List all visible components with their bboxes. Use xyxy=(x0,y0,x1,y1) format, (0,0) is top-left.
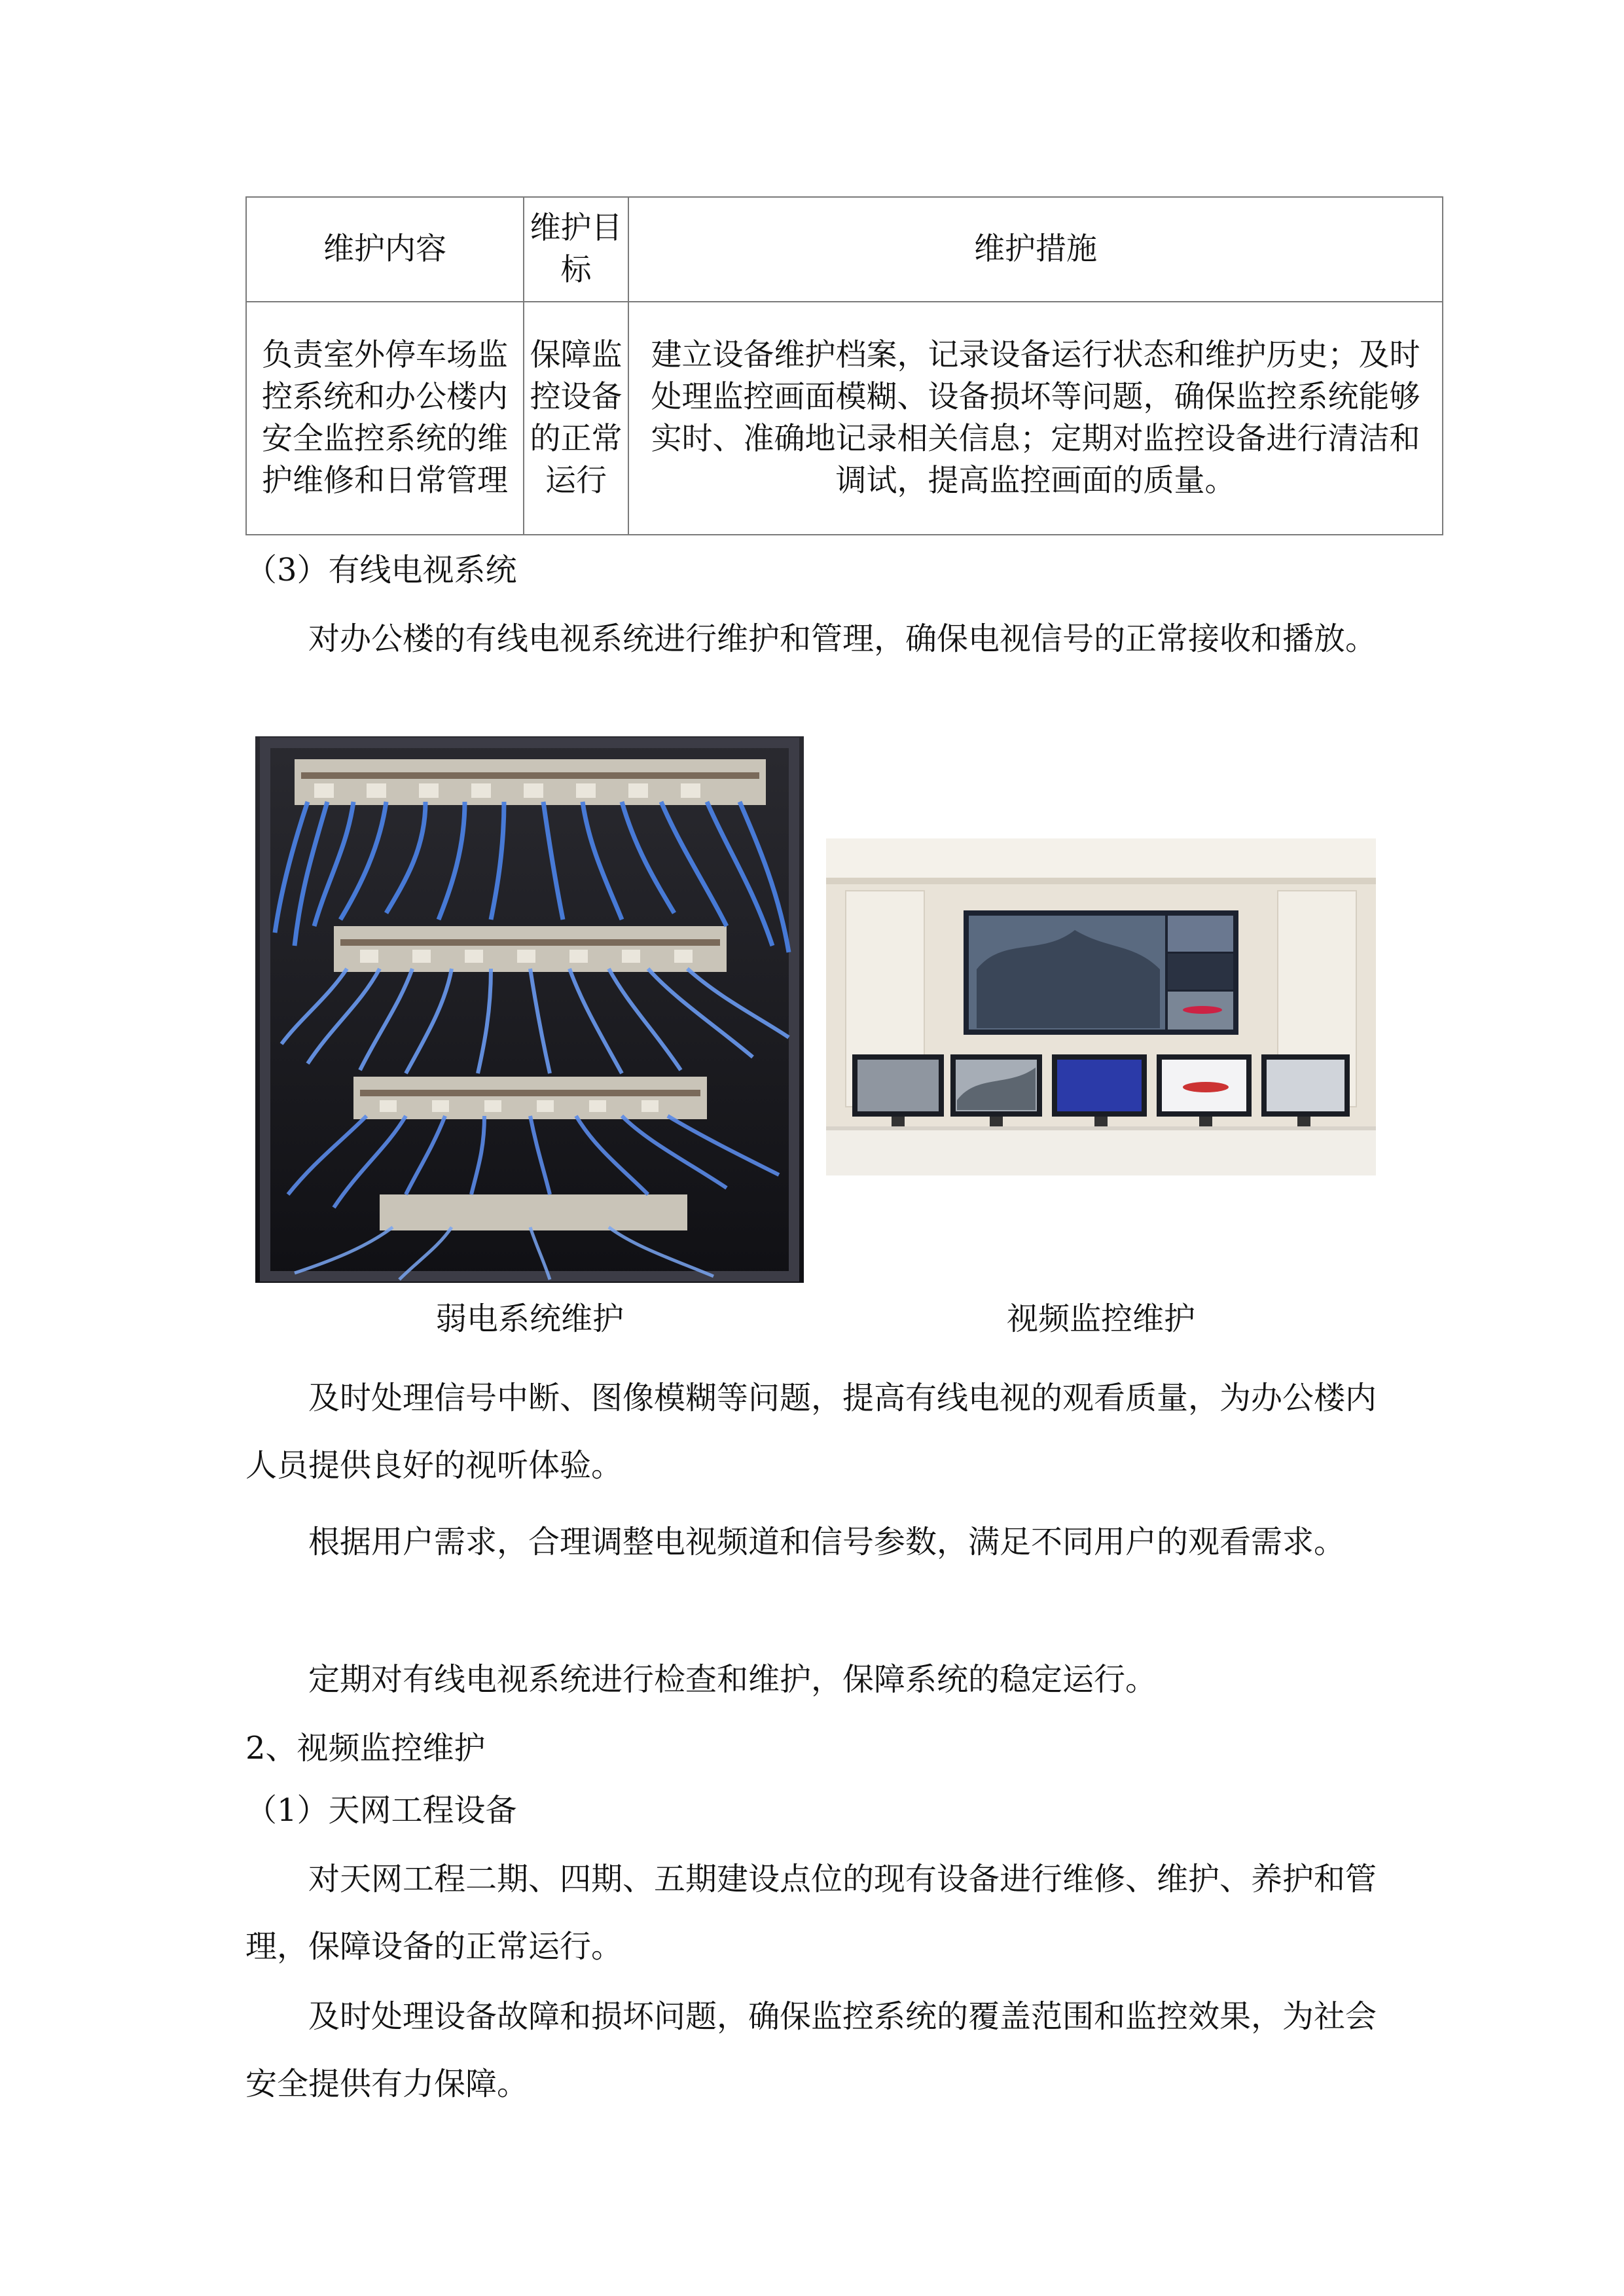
cell-measures: 建立设备维护档案，记录设备运行状态和维护历史；及时处理监控画面模糊、设备损坏等问题，确保监控系统能够实时、准确地记录相关信息；定期对监控设备进行清洁和调试，提高监控画面的质量。 xyxy=(628,302,1443,535)
section-heading-cable-tv: （3）有线电视系统 xyxy=(245,552,517,588)
cell-content: 负责室外停车场监控系统和办公楼内安全监控系统的维护维修和日常管理 xyxy=(246,302,524,535)
table-row xyxy=(246,302,1443,535)
paragraph-video-2: 及时处理设备故障和损坏问题，确保监控系统的覆盖范围和监控效果，为社会安全提供有力保障。 xyxy=(245,1998,1377,2102)
subsection-heading-skynet: （1）天网工程设备 xyxy=(245,1792,517,1829)
control-room-photo xyxy=(826,838,1376,1175)
paragraph-cable-2: 根据用户需求，合理调整电视频道和信号参数，满足不同用户的观看需求。 xyxy=(308,1524,1346,1560)
header-content: 维护内容 xyxy=(246,197,524,302)
section-heading-video: 2、视频监控维护 xyxy=(245,1730,486,1767)
paragraph-video-1: 对天网工程二期、四期、五期建设点位的现有设备进行维修、维护、养护和管理，保障设备的正常运行。 xyxy=(245,1861,1377,1965)
header-goal: 维护目标 xyxy=(524,197,628,302)
right-image-caption: 视频监控维护 xyxy=(1006,1300,1195,1337)
paragraph-cable-intro: 对办公楼的有线电视系统进行维护和管理，确保电视信号的正常接收和播放。 xyxy=(308,620,1377,657)
paragraph-cable-1: 及时处理信号中断、图像模糊等问题，提高有线电视的观看质量，为办公楼内人员提供良好的视听体验。 xyxy=(245,1380,1377,1484)
paragraph-cable-3: 定期对有线电视系统进行检查和维护，保障系统的稳定运行。 xyxy=(308,1661,1157,1698)
left-image-caption: 弱电系统维护 xyxy=(435,1300,624,1337)
header-measures: 维护措施 xyxy=(628,197,1443,302)
maintenance-table xyxy=(245,196,1443,535)
cabinet-cabling-photo xyxy=(255,736,804,1283)
cell-goal: 保障监控设备的正常运行 xyxy=(524,302,628,535)
table-header-row xyxy=(246,197,1443,302)
